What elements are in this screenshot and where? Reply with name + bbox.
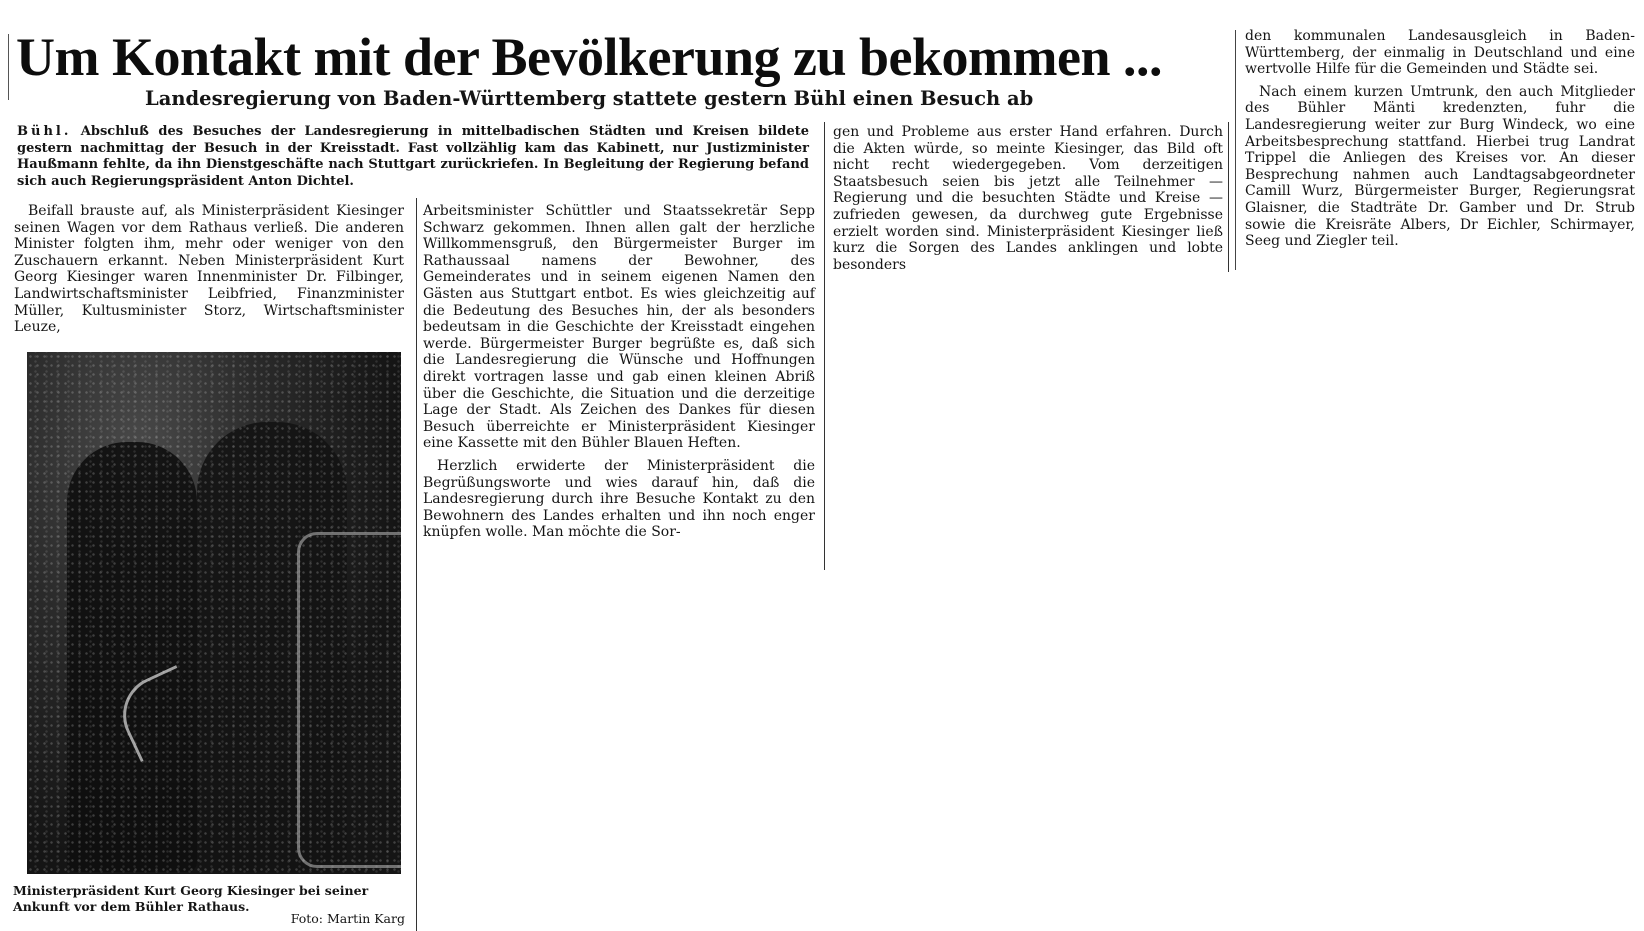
paragraph: Herzlich erwiderte der Ministerpräsident die Begrüßungsworte und wies darauf hin, daß die Landesregierung durch ihre Besuche Kontakt zu den Bewohnern des Landes erhalten und ihn noch enger knüpfen wolle. Man möchte die Sor- [423, 457, 815, 541]
news-photo [27, 352, 401, 874]
article-column-4 [1245, 28, 1635, 256]
lead-text: Abschluß des Besuches der Landesregierung in mittelbadischen Städten und Kreisen bildete gestern nachmittag der Besuch in der Kreisstadt. Fast vollzählig kam das Kabinett, nur Justizminister Haußmann fehlte, da ihn Dienstgeschäfte nach Stuttgart zurückriefen. In Begleitung der Regierung befand sich auch Regierungspräsident Anton Dichtel. [17, 124, 809, 189]
right-edge-rule [1235, 30, 1236, 270]
column-rule [1228, 122, 1229, 272]
photo-credit: Foto: Martin Karg [290, 911, 405, 926]
article-column-1 [14, 203, 404, 342]
column-rule [824, 122, 825, 570]
paragraph: gen und Probleme aus erster Hand erfahren. Durch die Akten würde, so meinte Kiesinger, das Bild oft nicht recht wiedergegeben. Vom derzeitigen Staatsbesuch seien bis jetzt alle Teilnehmer — Regierung und die besuchten Städte und Kreise — zufrieden gewesen, da durchweg gute Ergebnisse erzielt worden sind. Ministerpräsident Kiesinger ließ kurz die Sorgen des Landes anklingen und lobte besonders [833, 124, 1223, 273]
photo-grain [27, 352, 401, 874]
article-column-3 [833, 124, 1223, 279]
paragraph: den kommunalen Landesausgleich in Baden-Württemberg, der einmalig in Deutschland und eine wertvolle Hilfe für die Gemeinden und Städte sei. [1245, 28, 1635, 78]
photo-caption: Ministerpräsident Kurt Georg Kiesinger bei seiner Ankunft vor dem Bühler Rathaus. [13, 883, 369, 914]
headline: Um Kontakt mit der Bevölkerung zu bekommen ... [16, 27, 1162, 87]
article-column-2 [423, 203, 815, 547]
paragraph: Beifall brauste auf, als Ministerpräsident Kiesinger seinen Wagen vor dem Rathaus verließ. Die anderen Minister folgten ihm, mehr oder weniger von den Zuschauern erkannt. Neben Ministerpräsident Kurt Georg Kiesinger waren Innenminister Dr. Filbinger, Landwirtschaftsminister Leibfried, Finanzminister Müller, Kultusminister Storz, Wirtschaftsminister Leuze, [14, 203, 404, 336]
dateline: Bühl. [17, 124, 72, 139]
left-edge-rule [8, 34, 9, 100]
subheadline: Landesregierung von Baden-Württemberg stattete gestern Bühl einen Besuch ab [145, 87, 1034, 110]
paragraph: Nach einem kurzen Umtrunk, den auch Mitglieder des Bühler Mänti kredenzten, fuhr die Landesregierung weiter zur Burg Windeck, wo eine Arbeitsbesprechung stattfand. Hierbei trug Landrat Trippel die Anliegen des Kreises vor. An dieser Besprechung nahmen auch Landtagsabgeordneter Camill Wurz, Bürgermeister Burger, Regierungsrat Glaisner, die Stadträte Dr. Gamber und Dr. Strub sowie die Kreisräte Albers, Dr Eichler, Schirmayer, Seeg und Ziegler teil. [1245, 83, 1635, 250]
column-rule [416, 198, 417, 931]
lead-paragraph [17, 124, 809, 190]
paragraph: Arbeitsminister Schüttler und Staatssekretär Sepp Schwarz gekommen. Ihnen allen galt der herzliche Willkommensgruß, den Bürgermeister Burger im Rathaussaal namens der Bewohner, des Gemeinderates und in seinem eigenen Namen den Gästen aus Stuttgart entbot. Es wies gleichzeitig auf die Bedeutung des Besuches hin, der als besonders bedeutsam in die Geschichte der Kreisstadt eingehen werde. Bürgermeister Burger begrüßte es, daß sich die Landesregierung die Wünsche und Hoffnungen direkt vortragen lasse und gab einen kleinen Abriß über die Geschichte, die Situation und die derzeitige Lage der Stadt. Als Zeichen des Dankes für diesen Besuch überreichte er Ministerpräsident Kiesinger eine Kassette mit den Bühler Blauen Heften. [423, 203, 815, 452]
